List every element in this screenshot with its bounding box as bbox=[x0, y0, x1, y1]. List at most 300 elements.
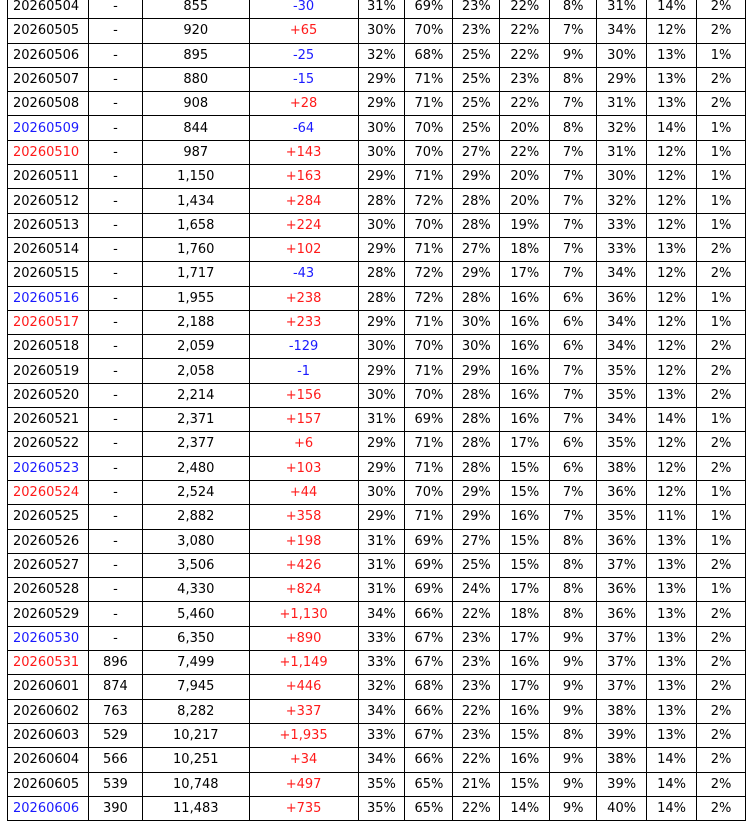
cell-date: 20260511 bbox=[8, 165, 89, 189]
cell-p5: 8% bbox=[550, 578, 597, 602]
cell-p7: 14% bbox=[647, 0, 697, 19]
cell-p8: 1% bbox=[697, 505, 746, 529]
cell-total: 2,524 bbox=[142, 480, 249, 504]
cell-p8: 2% bbox=[697, 262, 746, 286]
cell-total: 5,460 bbox=[142, 602, 249, 626]
cell-p8: 2% bbox=[697, 67, 746, 91]
table-row bbox=[8, 456, 746, 480]
cell-p5: 9% bbox=[550, 748, 597, 772]
cell-p5: 6% bbox=[550, 432, 597, 456]
cell-p1: 29% bbox=[358, 432, 405, 456]
cell-p3: 29% bbox=[453, 505, 500, 529]
cell-p5: 6% bbox=[550, 456, 597, 480]
cell-change: +34 bbox=[249, 748, 358, 772]
cell-p7: 12% bbox=[647, 456, 697, 480]
cell-p5: 7% bbox=[550, 19, 597, 43]
cell-p4: 15% bbox=[500, 772, 550, 796]
cell-p2: 71% bbox=[405, 67, 453, 91]
cell-p2: 70% bbox=[405, 140, 453, 164]
cell-p5: 7% bbox=[550, 92, 597, 116]
cell-p1: 30% bbox=[358, 213, 405, 237]
cell-p3: 29% bbox=[453, 262, 500, 286]
cell-p4: 16% bbox=[500, 383, 550, 407]
cell-p5: 7% bbox=[550, 237, 597, 261]
cell-p2: 71% bbox=[405, 310, 453, 334]
cell-p7: 12% bbox=[647, 213, 697, 237]
cell-p7: 13% bbox=[647, 699, 697, 723]
cell-p7: 12% bbox=[647, 262, 697, 286]
cell-p5: 7% bbox=[550, 213, 597, 237]
table-row bbox=[8, 432, 746, 456]
cell-p5: 8% bbox=[550, 723, 597, 747]
cell-p1: 35% bbox=[358, 772, 405, 796]
cell-p8: 2% bbox=[697, 796, 746, 820]
cell-p1: 29% bbox=[358, 456, 405, 480]
table-row bbox=[8, 505, 746, 529]
cell-p3: 28% bbox=[453, 432, 500, 456]
cell-p7: 12% bbox=[647, 335, 697, 359]
cell-p4: 22% bbox=[500, 19, 550, 43]
cell-p6: 36% bbox=[597, 602, 647, 626]
cell-total: 2,214 bbox=[142, 383, 249, 407]
cell-p4: 17% bbox=[500, 262, 550, 286]
cell-p2: 72% bbox=[405, 189, 453, 213]
cell-change: +143 bbox=[249, 140, 358, 164]
cell-p2: 65% bbox=[405, 796, 453, 820]
cell-p5: 7% bbox=[550, 262, 597, 286]
table-row bbox=[8, 772, 746, 796]
cell-p3: 30% bbox=[453, 335, 500, 359]
cell-p1: 34% bbox=[358, 602, 405, 626]
cell-p2: 67% bbox=[405, 626, 453, 650]
cell-p1: 30% bbox=[358, 335, 405, 359]
cell-p1: 33% bbox=[358, 723, 405, 747]
cell-p5: 7% bbox=[550, 140, 597, 164]
cell-p2: 71% bbox=[405, 359, 453, 383]
cell-date: 20260602 bbox=[8, 699, 89, 723]
cell-total: 10,251 bbox=[142, 748, 249, 772]
cell-total: 920 bbox=[142, 19, 249, 43]
cell-p3: 28% bbox=[453, 383, 500, 407]
cell-date: 20260522 bbox=[8, 432, 89, 456]
cell-date: 20260519 bbox=[8, 359, 89, 383]
cell-change: -1 bbox=[249, 359, 358, 383]
cell-p7: 12% bbox=[647, 432, 697, 456]
cell-p2: 69% bbox=[405, 553, 453, 577]
cell-p2: 65% bbox=[405, 772, 453, 796]
cell-date: 20260603 bbox=[8, 723, 89, 747]
cell-col2: - bbox=[88, 335, 142, 359]
cell-change: +497 bbox=[249, 772, 358, 796]
cell-p5: 8% bbox=[550, 602, 597, 626]
cell-p7: 13% bbox=[647, 67, 697, 91]
cell-p3: 28% bbox=[453, 189, 500, 213]
cell-total: 2,377 bbox=[142, 432, 249, 456]
table-row bbox=[8, 626, 746, 650]
cell-col2: - bbox=[88, 165, 142, 189]
cell-total: 2,188 bbox=[142, 310, 249, 334]
cell-p1: 30% bbox=[358, 383, 405, 407]
table-row bbox=[8, 213, 746, 237]
cell-p1: 31% bbox=[358, 529, 405, 553]
cell-p3: 28% bbox=[453, 456, 500, 480]
cell-p6: 33% bbox=[597, 213, 647, 237]
cell-change: +103 bbox=[249, 456, 358, 480]
table-row bbox=[8, 675, 746, 699]
cell-p5: 9% bbox=[550, 675, 597, 699]
cell-p3: 28% bbox=[453, 286, 500, 310]
cell-p2: 72% bbox=[405, 262, 453, 286]
cell-p7: 12% bbox=[647, 189, 697, 213]
cell-p6: 40% bbox=[597, 796, 647, 820]
cell-p2: 68% bbox=[405, 675, 453, 699]
cell-p4: 17% bbox=[500, 578, 550, 602]
cell-p8: 1% bbox=[697, 286, 746, 310]
cell-p2: 70% bbox=[405, 116, 453, 140]
cell-p1: 30% bbox=[358, 140, 405, 164]
table-row bbox=[8, 237, 746, 261]
cell-p3: 27% bbox=[453, 140, 500, 164]
cell-change: +824 bbox=[249, 578, 358, 602]
cell-p4: 17% bbox=[500, 626, 550, 650]
cell-col2: - bbox=[88, 43, 142, 67]
cell-p8: 1% bbox=[697, 116, 746, 140]
cell-p3: 22% bbox=[453, 602, 500, 626]
cell-p1: 29% bbox=[358, 92, 405, 116]
cell-col2: - bbox=[88, 408, 142, 432]
table-row bbox=[8, 310, 746, 334]
cell-p7: 14% bbox=[647, 796, 697, 820]
table-body bbox=[8, 0, 746, 821]
cell-p5: 7% bbox=[550, 359, 597, 383]
cell-date: 20260506 bbox=[8, 43, 89, 67]
cell-p2: 70% bbox=[405, 335, 453, 359]
cell-change: +156 bbox=[249, 383, 358, 407]
cell-p4: 22% bbox=[500, 0, 550, 19]
cell-change: +157 bbox=[249, 408, 358, 432]
cell-col2: 539 bbox=[88, 772, 142, 796]
cell-p5: 9% bbox=[550, 772, 597, 796]
cell-date: 20260529 bbox=[8, 602, 89, 626]
cell-col2: 529 bbox=[88, 723, 142, 747]
cell-p8: 2% bbox=[697, 92, 746, 116]
cell-p1: 28% bbox=[358, 286, 405, 310]
cell-p2: 66% bbox=[405, 602, 453, 626]
table-row bbox=[8, 699, 746, 723]
cell-date: 20260508 bbox=[8, 92, 89, 116]
cell-p2: 66% bbox=[405, 748, 453, 772]
cell-p7: 13% bbox=[647, 578, 697, 602]
cell-date: 20260527 bbox=[8, 553, 89, 577]
cell-p7: 13% bbox=[647, 43, 697, 67]
cell-p8: 1% bbox=[697, 165, 746, 189]
cell-change: -25 bbox=[249, 43, 358, 67]
cell-p8: 1% bbox=[697, 189, 746, 213]
table-row bbox=[8, 116, 746, 140]
cell-total: 2,882 bbox=[142, 505, 249, 529]
cell-p6: 35% bbox=[597, 505, 647, 529]
cell-p5: 7% bbox=[550, 383, 597, 407]
cell-p6: 37% bbox=[597, 626, 647, 650]
cell-change: +233 bbox=[249, 310, 358, 334]
cell-change: +198 bbox=[249, 529, 358, 553]
cell-p2: 67% bbox=[405, 723, 453, 747]
cell-change: -30 bbox=[249, 0, 358, 19]
cell-p5: 9% bbox=[550, 699, 597, 723]
cell-p7: 12% bbox=[647, 140, 697, 164]
cell-p3: 23% bbox=[453, 723, 500, 747]
cell-p3: 23% bbox=[453, 651, 500, 675]
table-row bbox=[8, 408, 746, 432]
cell-p2: 70% bbox=[405, 383, 453, 407]
cell-p4: 16% bbox=[500, 408, 550, 432]
cell-p2: 70% bbox=[405, 19, 453, 43]
cell-p6: 34% bbox=[597, 310, 647, 334]
table-row bbox=[8, 359, 746, 383]
cell-p8: 2% bbox=[697, 626, 746, 650]
cell-date: 20260605 bbox=[8, 772, 89, 796]
cell-p7: 14% bbox=[647, 408, 697, 432]
cell-date: 20260505 bbox=[8, 19, 89, 43]
cell-p1: 29% bbox=[358, 67, 405, 91]
cell-p4: 18% bbox=[500, 602, 550, 626]
table-row bbox=[8, 480, 746, 504]
cell-p6: 37% bbox=[597, 651, 647, 675]
cell-change: +284 bbox=[249, 189, 358, 213]
cell-p8: 1% bbox=[697, 529, 746, 553]
cell-p2: 69% bbox=[405, 0, 453, 19]
cell-p6: 35% bbox=[597, 432, 647, 456]
cell-p2: 71% bbox=[405, 165, 453, 189]
cell-p1: 30% bbox=[358, 116, 405, 140]
cell-col2: - bbox=[88, 383, 142, 407]
cell-p1: 28% bbox=[358, 262, 405, 286]
cell-p8: 2% bbox=[697, 19, 746, 43]
stats-table-container bbox=[7, 0, 746, 821]
cell-p6: 36% bbox=[597, 480, 647, 504]
cell-p7: 13% bbox=[647, 383, 697, 407]
cell-p3: 28% bbox=[453, 213, 500, 237]
cell-p7: 14% bbox=[647, 116, 697, 140]
cell-p3: 23% bbox=[453, 19, 500, 43]
cell-col2: - bbox=[88, 116, 142, 140]
cell-date: 20260601 bbox=[8, 675, 89, 699]
cell-p5: 7% bbox=[550, 189, 597, 213]
cell-change: +1,149 bbox=[249, 651, 358, 675]
cell-p6: 37% bbox=[597, 553, 647, 577]
cell-p8: 1% bbox=[697, 480, 746, 504]
table-row bbox=[8, 651, 746, 675]
cell-total: 844 bbox=[142, 116, 249, 140]
cell-p4: 16% bbox=[500, 651, 550, 675]
cell-change: +163 bbox=[249, 165, 358, 189]
cell-p3: 23% bbox=[453, 0, 500, 19]
cell-date: 20260514 bbox=[8, 237, 89, 261]
cell-p6: 37% bbox=[597, 675, 647, 699]
cell-p1: 31% bbox=[358, 0, 405, 19]
cell-p6: 35% bbox=[597, 359, 647, 383]
cell-p2: 67% bbox=[405, 651, 453, 675]
cell-total: 6,350 bbox=[142, 626, 249, 650]
cell-p5: 6% bbox=[550, 286, 597, 310]
cell-p2: 68% bbox=[405, 43, 453, 67]
cell-total: 3,506 bbox=[142, 553, 249, 577]
cell-p8: 1% bbox=[697, 213, 746, 237]
cell-p7: 12% bbox=[647, 480, 697, 504]
cell-p2: 71% bbox=[405, 456, 453, 480]
cell-p1: 29% bbox=[358, 359, 405, 383]
cell-p8: 2% bbox=[697, 383, 746, 407]
cell-p7: 12% bbox=[647, 359, 697, 383]
cell-p7: 13% bbox=[647, 92, 697, 116]
cell-p6: 34% bbox=[597, 335, 647, 359]
cell-p6: 29% bbox=[597, 67, 647, 91]
cell-p4: 16% bbox=[500, 286, 550, 310]
cell-p6: 30% bbox=[597, 43, 647, 67]
cell-p4: 20% bbox=[500, 165, 550, 189]
cell-date: 20260606 bbox=[8, 796, 89, 820]
cell-p8: 2% bbox=[697, 675, 746, 699]
cell-date: 20260523 bbox=[8, 456, 89, 480]
cell-p3: 24% bbox=[453, 578, 500, 602]
cell-change: +337 bbox=[249, 699, 358, 723]
cell-p5: 8% bbox=[550, 0, 597, 19]
table-row bbox=[8, 165, 746, 189]
cell-col2: - bbox=[88, 140, 142, 164]
cell-change: +890 bbox=[249, 626, 358, 650]
cell-change: +65 bbox=[249, 19, 358, 43]
cell-p6: 31% bbox=[597, 92, 647, 116]
cell-col2: - bbox=[88, 626, 142, 650]
cell-p4: 20% bbox=[500, 116, 550, 140]
cell-col2: - bbox=[88, 310, 142, 334]
cell-col2: - bbox=[88, 189, 142, 213]
cell-col2: - bbox=[88, 602, 142, 626]
cell-p1: 30% bbox=[358, 19, 405, 43]
table-row bbox=[8, 723, 746, 747]
cell-p1: 29% bbox=[358, 310, 405, 334]
cell-col2: 390 bbox=[88, 796, 142, 820]
cell-p6: 38% bbox=[597, 748, 647, 772]
cell-p2: 71% bbox=[405, 505, 453, 529]
cell-col2: - bbox=[88, 480, 142, 504]
cell-p4: 16% bbox=[500, 359, 550, 383]
cell-change: +446 bbox=[249, 675, 358, 699]
cell-p1: 31% bbox=[358, 408, 405, 432]
cell-p3: 25% bbox=[453, 67, 500, 91]
cell-p8: 2% bbox=[697, 651, 746, 675]
table-row bbox=[8, 383, 746, 407]
cell-p4: 17% bbox=[500, 432, 550, 456]
cell-col2: - bbox=[88, 67, 142, 91]
cell-p2: 69% bbox=[405, 529, 453, 553]
cell-date: 20260513 bbox=[8, 213, 89, 237]
cell-change: +224 bbox=[249, 213, 358, 237]
cell-p5: 6% bbox=[550, 310, 597, 334]
cell-p8: 2% bbox=[697, 456, 746, 480]
table-row bbox=[8, 140, 746, 164]
cell-p5: 8% bbox=[550, 553, 597, 577]
cell-p2: 69% bbox=[405, 408, 453, 432]
cell-col2: - bbox=[88, 92, 142, 116]
cell-p4: 20% bbox=[500, 189, 550, 213]
cell-date: 20260520 bbox=[8, 383, 89, 407]
cell-p7: 13% bbox=[647, 723, 697, 747]
cell-p8: 2% bbox=[697, 432, 746, 456]
cell-p5: 6% bbox=[550, 335, 597, 359]
cell-total: 855 bbox=[142, 0, 249, 19]
cell-total: 2,058 bbox=[142, 359, 249, 383]
cell-col2: - bbox=[88, 505, 142, 529]
cell-p1: 30% bbox=[358, 480, 405, 504]
cell-change: +28 bbox=[249, 92, 358, 116]
cell-p1: 31% bbox=[358, 553, 405, 577]
cell-total: 8,282 bbox=[142, 699, 249, 723]
cell-total: 1,150 bbox=[142, 165, 249, 189]
cell-p4: 22% bbox=[500, 92, 550, 116]
cell-p5: 7% bbox=[550, 505, 597, 529]
cell-p6: 32% bbox=[597, 189, 647, 213]
cell-p5: 9% bbox=[550, 626, 597, 650]
cell-p6: 36% bbox=[597, 578, 647, 602]
cell-p4: 15% bbox=[500, 723, 550, 747]
cell-total: 11,483 bbox=[142, 796, 249, 820]
cell-p8: 1% bbox=[697, 43, 746, 67]
cell-col2: - bbox=[88, 553, 142, 577]
table-row bbox=[8, 602, 746, 626]
table-row bbox=[8, 578, 746, 602]
cell-change: +6 bbox=[249, 432, 358, 456]
cell-date: 20260504 bbox=[8, 0, 89, 19]
cell-p3: 27% bbox=[453, 237, 500, 261]
cell-total: 880 bbox=[142, 67, 249, 91]
cell-date: 20260510 bbox=[8, 140, 89, 164]
cell-change: +358 bbox=[249, 505, 358, 529]
cell-p1: 32% bbox=[358, 43, 405, 67]
cell-total: 2,480 bbox=[142, 456, 249, 480]
cell-p5: 8% bbox=[550, 529, 597, 553]
cell-p2: 69% bbox=[405, 578, 453, 602]
cell-total: 1,760 bbox=[142, 237, 249, 261]
cell-total: 1,434 bbox=[142, 189, 249, 213]
cell-p2: 71% bbox=[405, 92, 453, 116]
cell-total: 10,748 bbox=[142, 772, 249, 796]
cell-col2: 566 bbox=[88, 748, 142, 772]
cell-change: +1,935 bbox=[249, 723, 358, 747]
cell-p6: 36% bbox=[597, 286, 647, 310]
cell-col2: - bbox=[88, 432, 142, 456]
cell-p8: 2% bbox=[697, 335, 746, 359]
cell-change: +238 bbox=[249, 286, 358, 310]
cell-p2: 66% bbox=[405, 699, 453, 723]
cell-p6: 30% bbox=[597, 165, 647, 189]
cell-p6: 31% bbox=[597, 140, 647, 164]
cell-p1: 28% bbox=[358, 189, 405, 213]
cell-p3: 28% bbox=[453, 408, 500, 432]
cell-p3: 23% bbox=[453, 675, 500, 699]
cell-change: -43 bbox=[249, 262, 358, 286]
cell-p5: 9% bbox=[550, 651, 597, 675]
cell-col2: - bbox=[88, 359, 142, 383]
cell-p5: 8% bbox=[550, 67, 597, 91]
cell-p4: 19% bbox=[500, 213, 550, 237]
table-row bbox=[8, 92, 746, 116]
cell-p4: 15% bbox=[500, 529, 550, 553]
cell-date: 20260512 bbox=[8, 189, 89, 213]
cell-total: 7,945 bbox=[142, 675, 249, 699]
cell-date: 20260509 bbox=[8, 116, 89, 140]
cell-p7: 13% bbox=[647, 237, 697, 261]
